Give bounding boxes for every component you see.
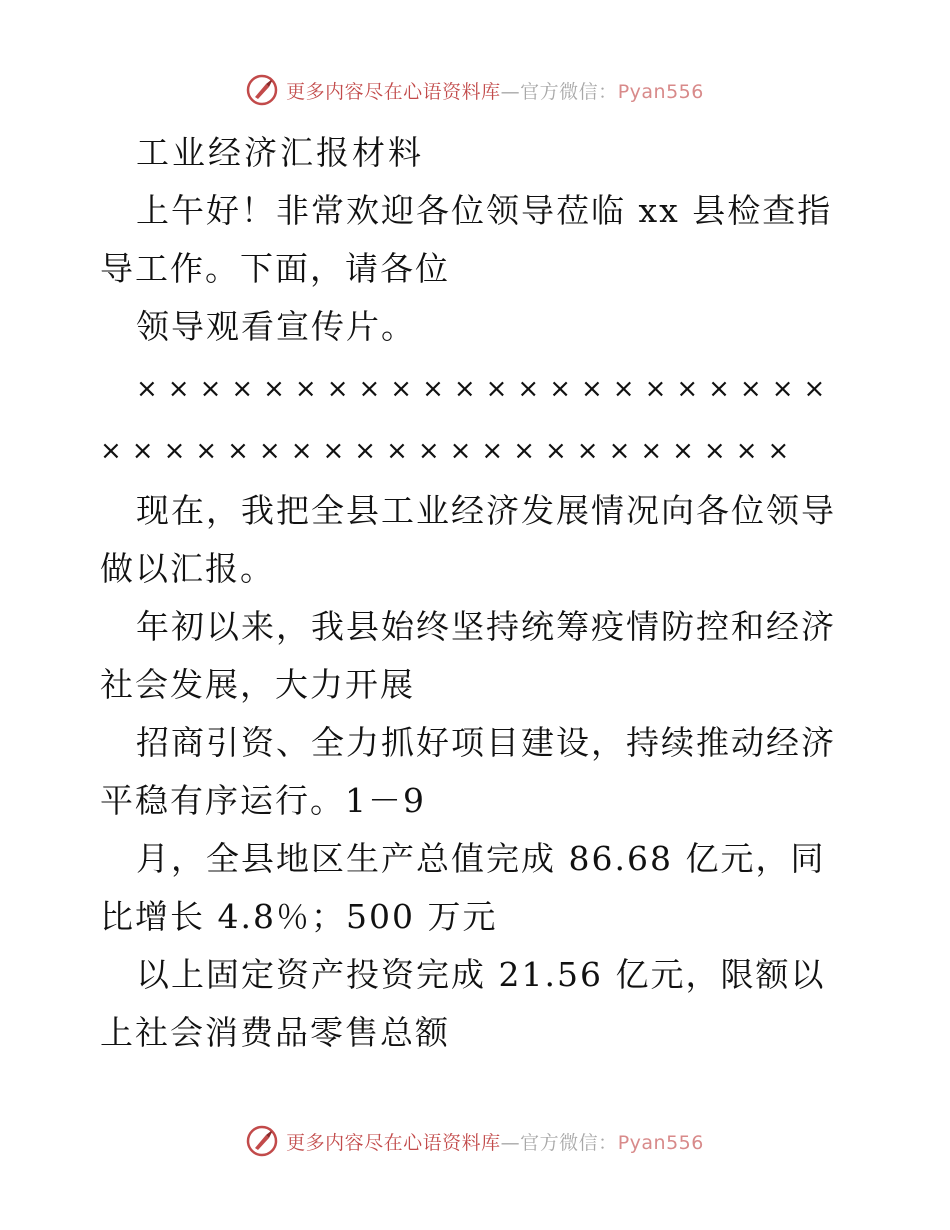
footer-watermark [0,1121,950,1161]
watermark-dash: — [500,1131,521,1154]
paragraph-video: 领导观看宣传片。 [136,307,416,346]
watermark-wechat-id: Pyan556 [617,1131,704,1154]
watermark-dash: — [500,80,521,103]
watermark-official: 官方微信： [520,1131,618,1154]
paragraph-gdp: 月，全县地区生产总值完成 86.68 亿元，同比增长 4.8％；500 万元 [100,839,826,936]
paragraph-greeting: 上午好！非常欢迎各位领导莅临 xx 县检查指导工作。下面，请各位 [100,191,833,288]
paragraph-fixed-assets: 以上固定资产投资完成 21.56 亿元，限额以上社会消费品零售总额 [100,955,826,1052]
watermark-wechat-id: Pyan556 [617,80,704,103]
watermark-text [286,1128,704,1155]
quill-logo-icon [246,74,278,106]
document-body [100,124,860,1062]
document-title: 工业经济汇报材料 [136,133,424,172]
quill-logo-icon [246,1125,278,1157]
paragraph-redacted: ×××××××××××××××××××××××××××××××××××××××××××× [100,374,836,466]
header-watermark [0,70,950,110]
paragraph-investment: 招商引资、全力抓好项目建设，持续推动经济平稳有序运行。1－9 [100,723,836,820]
paragraph-overview: 年初以来，我县始终坚持统筹疫情防控和经济社会发展，大力开展 [100,607,836,704]
watermark-main: 更多内容尽在心语资料库 [286,80,501,103]
watermark-official: 官方微信： [520,80,618,103]
watermark-main: 更多内容尽在心语资料库 [286,1131,501,1154]
paragraph-report-intro: 现在，我把全县工业经济发展情况向各位领导做以汇报。 [100,491,836,588]
watermark-text [286,77,704,104]
